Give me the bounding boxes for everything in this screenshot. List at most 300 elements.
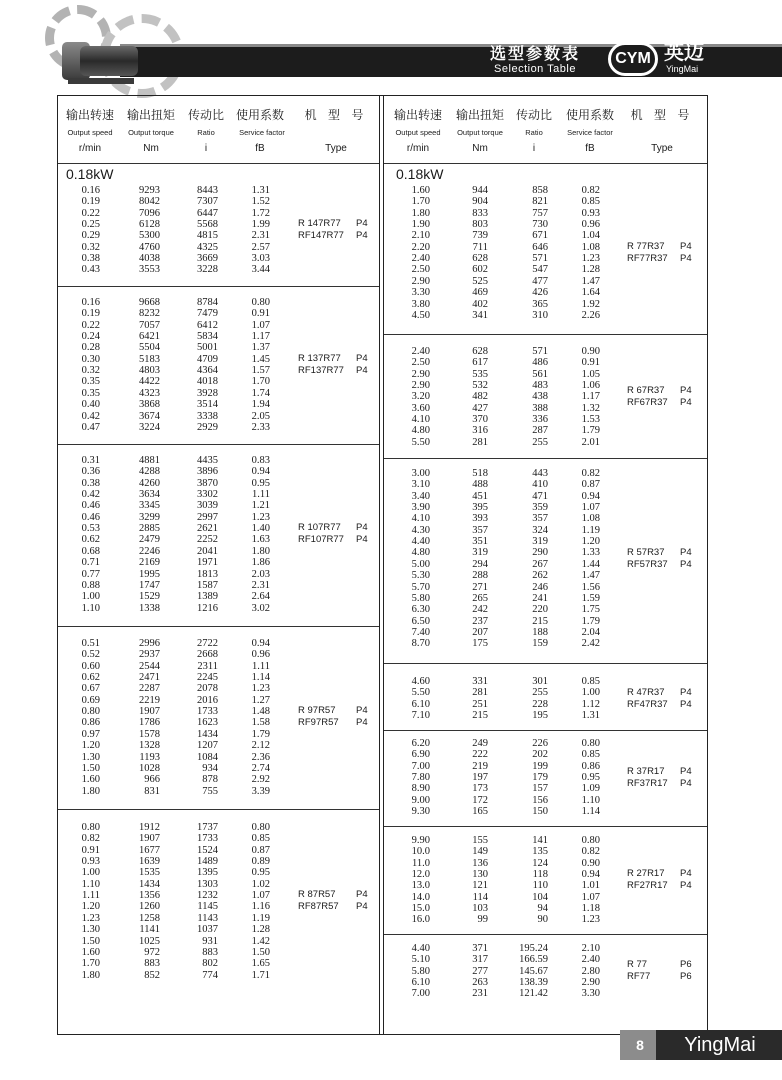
model-size: P4 — [356, 353, 368, 365]
col-torque-en: Output torque — [457, 128, 503, 137]
speed-cell: 0.67 — [81, 683, 100, 695]
speed-cell: 6.30 — [411, 604, 430, 616]
ratio-cell: 388 — [532, 402, 548, 414]
sf-cell: 3.39 — [251, 785, 270, 797]
speed-cell: 5.30 — [411, 570, 430, 582]
ratio-cell: 774 — [202, 969, 218, 981]
speed-cell: 0.52 — [81, 649, 100, 661]
sf-cell: 1.10 — [581, 794, 600, 806]
sf-cell: 1.92 — [581, 298, 600, 310]
ratio-cell: 195.24 — [519, 943, 548, 954]
sf-cell: 1.11 — [252, 660, 270, 672]
torque-cell: 277 — [472, 965, 488, 977]
torque-cell: 331 — [472, 676, 488, 687]
ratio-cell: 3228 — [197, 264, 218, 276]
speed-cell: 2.90 — [411, 380, 430, 392]
sf-cell: 1.19 — [581, 524, 600, 536]
model-size: P6 — [680, 971, 692, 983]
speed-cell: 0.32 — [81, 241, 100, 253]
speed-cell: 6.90 — [411, 749, 430, 761]
speed-cell: 5.50 — [411, 436, 430, 448]
torque-cell: 4760 — [139, 241, 160, 253]
col-sf-cn: 使用系数 — [565, 108, 614, 122]
sf-cell: 1.50 — [251, 946, 270, 958]
sf-cell: 2.42 — [581, 638, 600, 650]
torque-cell: 535 — [472, 368, 488, 380]
speed-cell: 2.40 — [411, 253, 430, 265]
sf-cell: 1.07 — [581, 502, 600, 514]
model-size: P4 — [680, 698, 692, 710]
ratio-cell: 220 — [532, 604, 548, 616]
torque-cell: 966 — [144, 774, 160, 786]
torque-cell: 451 — [472, 490, 488, 502]
speed-cell: 4.10 — [411, 513, 430, 525]
col-speed-cn: 输出转速 — [65, 108, 114, 122]
speed-cell: 14.0 — [411, 891, 430, 903]
ratio-cell: 3302 — [197, 489, 218, 501]
speed-cell: 0.19 — [81, 196, 100, 208]
sf-cell: 3.30 — [581, 988, 600, 1000]
torque-cell: 393 — [472, 513, 488, 525]
speed-cell: 9.90 — [411, 835, 430, 846]
torque-cell: 602 — [472, 264, 488, 276]
speed-cell: 0.24 — [81, 331, 100, 343]
model-type-flange: RF27R17 — [627, 880, 668, 892]
torque-cell: 9293 — [139, 185, 160, 196]
speed-cell: 0.22 — [81, 319, 100, 331]
title-en: Selection Table — [494, 63, 576, 75]
torque-cell: 370 — [472, 414, 488, 426]
speed-cell: 0.46 — [81, 511, 100, 523]
speed-cell: 0.62 — [81, 534, 100, 546]
speed-cell: 0.38 — [81, 253, 100, 265]
ratio-cell: 5834 — [197, 331, 218, 343]
torque-cell: 3674 — [139, 410, 160, 422]
torque-cell: 1907 — [139, 833, 160, 845]
torque-cell: 2246 — [139, 545, 160, 557]
ratio-cell: 359 — [532, 502, 548, 514]
torque-cell: 6421 — [139, 331, 160, 343]
ratio-cell: 159 — [532, 638, 548, 650]
torque-cell: 1260 — [139, 901, 160, 913]
speed-cell: 0.77 — [81, 568, 100, 580]
sf-cell: 1.23 — [251, 511, 270, 523]
torque-cell: 2885 — [139, 523, 160, 535]
torque-cell: 395 — [472, 502, 488, 514]
model-type: R 77R37 — [627, 241, 665, 253]
speed-cell: 0.36 — [81, 466, 100, 478]
speed-cell: 1.20 — [81, 740, 100, 752]
sf-cell: 1.52 — [251, 196, 270, 208]
ratio-cell: 2252 — [197, 534, 218, 546]
sf-cell: 2.40 — [581, 954, 600, 966]
torque-cell: 265 — [472, 592, 488, 604]
torque-cell: 130 — [472, 869, 488, 881]
sf-cell: 0.87 — [581, 479, 600, 491]
speed-cell: 0.53 — [81, 523, 100, 535]
model-size: P4 — [680, 686, 692, 698]
ratio-cell: 2621 — [197, 523, 218, 535]
sf-cell: 2.92 — [251, 774, 270, 786]
sf-cell: 2.05 — [251, 410, 270, 422]
col-type-unit: Type — [325, 143, 347, 154]
logo-mark: CYM — [608, 42, 658, 76]
torque-cell: 518 — [472, 468, 488, 479]
brand-logo — [606, 40, 726, 80]
sf-cell: 0.85 — [581, 749, 600, 761]
model-size: P4 — [680, 241, 692, 253]
ratio-cell: 1232 — [197, 890, 218, 902]
sf-cell: 0.93 — [581, 207, 600, 219]
col-sf-unit: fB — [585, 143, 595, 154]
speed-cell: 2.50 — [411, 357, 430, 369]
speed-cell: 9.30 — [411, 806, 430, 818]
footer-brand: YingMai — [684, 1034, 756, 1056]
ratio-cell: 4815 — [197, 230, 218, 242]
sf-cell: 1.59 — [581, 592, 600, 604]
sf-cell: 1.37 — [251, 342, 270, 354]
torque-cell: 8232 — [139, 308, 160, 320]
speed-cell: 0.35 — [81, 387, 100, 399]
model-size: P4 — [356, 717, 368, 729]
speed-cell: 7.10 — [411, 710, 430, 722]
sf-cell: 0.94 — [251, 638, 270, 649]
speed-cell: 1.30 — [81, 924, 100, 936]
torque-cell: 1356 — [139, 890, 160, 902]
speed-cell: 3.20 — [411, 391, 430, 403]
sf-cell: 2.33 — [251, 421, 270, 433]
sf-cell: 0.82 — [581, 468, 600, 479]
speed-cell: 1.70 — [81, 958, 100, 970]
sf-cell: 3.44 — [251, 264, 270, 276]
torque-cell: 1025 — [139, 935, 160, 947]
ratio-cell: 1216 — [197, 602, 218, 614]
sf-cell: 1.23 — [581, 914, 600, 926]
model-type: R 147R77 — [298, 218, 341, 230]
col-sf-unit: fB — [255, 143, 265, 154]
sf-cell: 1.06 — [581, 380, 600, 392]
speed-cell: 1.30 — [81, 751, 100, 763]
torque-cell: 3224 — [139, 421, 160, 433]
speed-cell: 1.00 — [81, 867, 100, 879]
sf-cell: 3.02 — [251, 602, 270, 614]
sf-cell: 2.31 — [251, 230, 270, 242]
ratio-cell: 1524 — [197, 844, 218, 856]
speed-cell: 0.71 — [81, 557, 100, 569]
ratio-cell: 336 — [532, 414, 548, 426]
torque-cell: 9668 — [139, 297, 160, 308]
model-size: P4 — [680, 397, 692, 409]
model-size: P4 — [680, 385, 692, 397]
ratio-cell: 2668 — [197, 649, 218, 661]
group-divider — [384, 934, 707, 935]
speed-cell: 1.60 — [81, 946, 100, 958]
sf-cell: 1.99 — [251, 219, 270, 231]
speed-cell: 0.40 — [81, 399, 100, 411]
ratio-cell: 571 — [532, 253, 548, 265]
logo-en: YingMai — [666, 64, 699, 74]
ratio-cell: 357 — [532, 513, 548, 525]
torque-cell: 4422 — [139, 376, 160, 388]
sf-cell: 0.80 — [251, 297, 270, 308]
speed-cell: 6.20 — [411, 738, 430, 749]
speed-cell: 1.23 — [81, 912, 100, 924]
speed-cell: 7.80 — [411, 772, 430, 784]
ratio-cell: 1813 — [197, 568, 218, 580]
ratio-cell: 8784 — [197, 297, 218, 308]
torque-cell: 7096 — [139, 207, 160, 219]
torque-cell: 242 — [472, 604, 488, 616]
col-sf-en: Service factor — [239, 128, 285, 137]
torque-cell: 231 — [472, 988, 488, 1000]
speed-cell: 1.10 — [81, 602, 100, 614]
model-type: R 137R77 — [298, 353, 341, 365]
model-size: P4 — [680, 558, 692, 570]
speed-cell: 1.90 — [411, 219, 430, 231]
speed-cell: 7.40 — [411, 626, 430, 638]
torque-cell: 155 — [472, 835, 488, 846]
speed-cell: 0.46 — [81, 500, 100, 512]
torque-cell: 1535 — [139, 867, 160, 879]
ratio-cell: 3896 — [197, 466, 218, 478]
torque-cell: 2479 — [139, 534, 160, 546]
group-divider — [58, 809, 379, 810]
ratio-cell: 290 — [532, 547, 548, 559]
model-size: P4 — [356, 901, 368, 913]
ratio-cell: 202 — [532, 749, 548, 761]
sf-cell: 0.94 — [581, 869, 600, 881]
sf-cell: 1.04 — [581, 230, 600, 242]
torque-cell: 271 — [472, 581, 488, 593]
group-divider — [58, 286, 379, 287]
model-type: R 57R37 — [627, 546, 665, 558]
sf-cell: 3.03 — [251, 253, 270, 265]
sf-cell: 1.33 — [581, 547, 600, 559]
sf-cell: 0.94 — [251, 466, 270, 478]
torque-cell: 628 — [472, 253, 488, 265]
torque-cell: 4038 — [139, 253, 160, 265]
torque-cell: 1786 — [139, 717, 160, 729]
torque-cell: 617 — [472, 357, 488, 369]
ratio-cell: 4018 — [197, 376, 218, 388]
sf-cell: 1.17 — [251, 331, 270, 343]
ratio-cell: 1489 — [197, 856, 218, 868]
ratio-cell: 5568 — [197, 219, 218, 231]
ratio-cell: 426 — [532, 287, 548, 299]
ratio-cell: 477 — [532, 275, 548, 287]
speed-cell: 4.40 — [411, 943, 430, 954]
sf-cell: 1.23 — [251, 683, 270, 695]
ratio-cell: 145.67 — [519, 965, 548, 977]
speed-cell: 1.60 — [411, 185, 430, 196]
power-label: 0.18kW — [66, 166, 114, 182]
model-type-flange: RF57R37 — [627, 558, 668, 570]
sf-cell: 0.94 — [581, 490, 600, 502]
speed-cell: 0.51 — [81, 638, 100, 649]
speed-cell: 1.80 — [81, 969, 100, 981]
torque-cell: 904 — [472, 196, 488, 208]
speed-cell: 7.00 — [411, 760, 430, 772]
torque-cell: 99 — [477, 914, 488, 926]
torque-cell: 207 — [472, 626, 488, 638]
ratio-cell: 118 — [532, 869, 548, 881]
sf-cell: 2.26 — [581, 309, 600, 321]
col-ratio-unit: i — [532, 143, 536, 154]
sf-cell: 1.17 — [581, 391, 600, 403]
ratio-cell: 195 — [532, 710, 548, 722]
torque-cell: 4260 — [139, 477, 160, 489]
sf-cell: 1.65 — [251, 958, 270, 970]
torque-cell: 4881 — [139, 455, 160, 466]
speed-cell: 3.80 — [411, 298, 430, 310]
torque-cell: 6128 — [139, 219, 160, 231]
torque-cell: 317 — [472, 954, 488, 966]
speed-cell: 13.0 — [411, 880, 430, 892]
speed-cell: 11.0 — [412, 857, 430, 869]
torque-cell: 3299 — [139, 511, 160, 523]
ratio-cell: 365 — [532, 298, 548, 310]
torque-cell: 294 — [472, 558, 488, 570]
gear-motor-image — [58, 40, 138, 84]
speed-cell: 0.16 — [81, 185, 100, 196]
speed-cell: 0.43 — [81, 264, 100, 276]
sf-cell: 2.31 — [251, 579, 270, 591]
ratio-cell: 1971 — [197, 557, 218, 569]
ratio-cell: 255 — [532, 687, 548, 699]
ratio-cell: 104 — [532, 891, 548, 903]
sf-cell: 1.64 — [581, 287, 600, 299]
ratio-cell: 483 — [532, 380, 548, 392]
torque-cell: 7057 — [139, 319, 160, 331]
sf-cell: 0.87 — [251, 844, 270, 856]
torque-cell: 2169 — [139, 557, 160, 569]
sf-cell: 1.28 — [251, 924, 270, 936]
speed-cell: 1.00 — [81, 591, 100, 603]
torque-cell: 5183 — [139, 353, 160, 365]
sf-cell: 1.71 — [251, 969, 270, 981]
sf-cell: 0.91 — [581, 357, 600, 369]
sf-cell: 1.07 — [251, 890, 270, 902]
torque-cell: 1677 — [139, 844, 160, 856]
ratio-cell: 802 — [202, 958, 218, 970]
sf-cell: 0.80 — [251, 822, 270, 833]
torque-cell: 803 — [472, 219, 488, 231]
torque-cell: 1995 — [139, 568, 160, 580]
torque-cell: 488 — [472, 479, 488, 491]
ratio-cell: 2245 — [197, 672, 218, 684]
col-ratio-unit: i — [204, 143, 208, 154]
torque-cell: 4288 — [139, 466, 160, 478]
model-type-flange: RF107R77 — [298, 534, 344, 546]
model-size: P4 — [356, 705, 368, 717]
sf-cell: 0.95 — [251, 867, 270, 879]
torque-cell: 316 — [472, 425, 488, 437]
ratio-cell: 561 — [532, 368, 548, 380]
ratio-cell: 262 — [532, 570, 548, 582]
sf-cell: 1.14 — [581, 806, 600, 818]
torque-cell: 2996 — [139, 638, 160, 649]
sf-cell: 2.01 — [581, 436, 600, 448]
sf-cell: 1.09 — [581, 783, 600, 795]
ratio-cell: 3669 — [197, 253, 218, 265]
torque-cell: 833 — [472, 207, 488, 219]
page-number: 8 — [636, 1037, 644, 1053]
torque-cell: 351 — [472, 536, 488, 548]
speed-cell: 4.50 — [411, 309, 430, 321]
torque-cell: 402 — [472, 298, 488, 310]
speed-cell: 0.22 — [81, 207, 100, 219]
torque-cell: 1193 — [139, 751, 160, 763]
speed-cell: 0.82 — [81, 833, 100, 845]
sf-cell: 1.58 — [251, 717, 270, 729]
ratio-cell: 410 — [532, 479, 548, 491]
ratio-cell: 135 — [532, 846, 548, 858]
ratio-cell: 1207 — [197, 740, 218, 752]
speed-cell: 5.00 — [411, 558, 430, 570]
col-speed-unit: r/min — [406, 143, 430, 154]
ratio-cell: 878 — [202, 774, 218, 786]
col-torque-cn: 输出扭矩 — [455, 108, 504, 122]
sf-cell: 1.02 — [251, 878, 270, 890]
ratio-cell: 1733 — [197, 833, 218, 845]
speed-cell: 4.40 — [411, 536, 430, 548]
ratio-cell: 4364 — [197, 365, 218, 377]
model-type: R 37R17 — [627, 765, 665, 777]
logo-cn: 英迈 — [664, 42, 704, 64]
ratio-cell: 2078 — [197, 683, 218, 695]
col-speed-unit: r/min — [78, 143, 102, 154]
torque-cell: 482 — [472, 391, 488, 403]
sf-cell: 1.21 — [251, 500, 270, 512]
ratio-cell: 188 — [532, 626, 548, 638]
speed-cell: 0.25 — [81, 219, 100, 231]
speed-cell: 0.68 — [81, 545, 100, 557]
ratio-cell: 141 — [532, 835, 548, 846]
torque-cell: 1747 — [139, 579, 160, 591]
speed-cell: 15.0 — [411, 903, 430, 915]
torque-cell: 1028 — [139, 762, 160, 774]
speed-cell: 0.93 — [81, 856, 100, 868]
speed-cell: 0.32 — [81, 365, 100, 377]
torque-cell: 281 — [472, 436, 488, 448]
speed-cell: 6.10 — [411, 977, 430, 989]
sf-cell: 1.28 — [581, 264, 600, 276]
torque-cell: 103 — [472, 903, 488, 915]
torque-cell: 173 — [472, 783, 488, 795]
sf-cell: 1.00 — [581, 687, 600, 699]
model-size: P4 — [680, 546, 692, 558]
ratio-cell: 228 — [532, 698, 548, 710]
ratio-cell: 883 — [202, 946, 218, 958]
speed-cell: 0.42 — [81, 489, 100, 501]
sf-cell: 0.85 — [251, 833, 270, 845]
ratio-cell: 1395 — [197, 867, 218, 879]
torque-cell: 1328 — [139, 740, 160, 752]
speed-cell: 0.42 — [81, 410, 100, 422]
sf-cell: 1.31 — [251, 185, 270, 196]
sf-cell: 1.86 — [251, 557, 270, 569]
speed-cell: 0.88 — [81, 579, 100, 591]
speed-cell: 0.35 — [81, 376, 100, 388]
title-cn: 选型参数表 — [489, 46, 580, 63]
speed-cell: 1.70 — [411, 196, 430, 208]
torque-cell: 525 — [472, 275, 488, 287]
speed-cell: 12.0 — [411, 869, 430, 881]
model-size: P4 — [356, 230, 368, 242]
speed-cell: 0.30 — [81, 353, 100, 365]
ratio-cell: 4435 — [197, 455, 218, 466]
sf-cell: 2.90 — [581, 977, 600, 989]
